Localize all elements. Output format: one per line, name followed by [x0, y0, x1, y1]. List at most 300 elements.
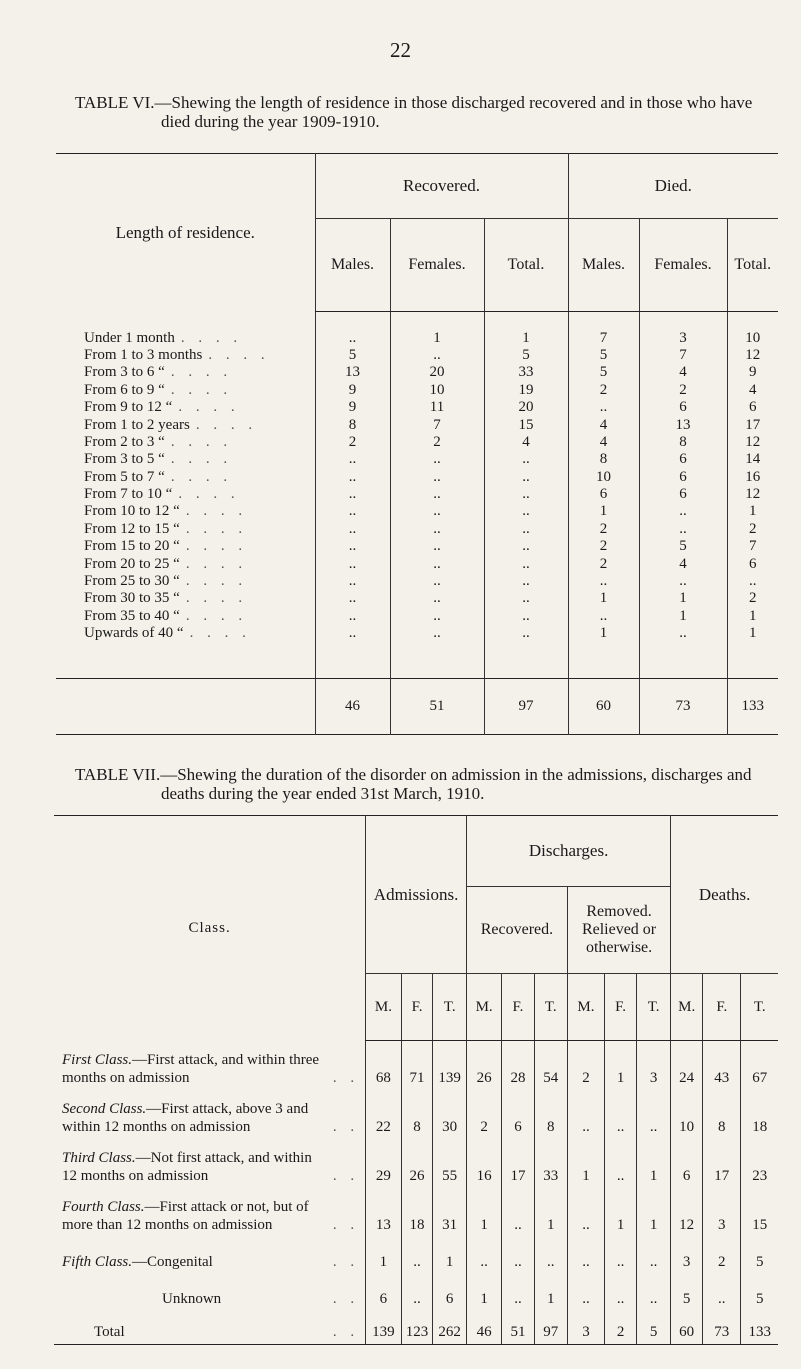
residence-value: .. [484, 451, 568, 468]
residence-value: 2 [315, 434, 390, 451]
residence-label-cell [56, 625, 315, 642]
class-desc-line2: more than 12 months on admission [62, 1216, 273, 1233]
class-value: 6 [366, 1274, 402, 1311]
class-row [54, 1090, 778, 1139]
class-label-cell [54, 1274, 366, 1311]
class-value: 30 [433, 1090, 467, 1139]
residence-value: .. [315, 451, 390, 468]
class-value: 18 [401, 1188, 433, 1237]
residence-value: 6 [639, 486, 727, 503]
class-value: 10 [671, 1090, 703, 1139]
leader-dots: . . . . [170, 364, 233, 381]
residence-value: .. [484, 573, 568, 590]
class-title: Fifth Class. [62, 1253, 133, 1270]
class-value: .. [466, 1237, 501, 1274]
class-value: 97 [534, 1311, 567, 1345]
total-value: 73 [639, 679, 727, 735]
class-value: 1 [605, 1041, 637, 1090]
class-desc: —First attack, and within three [132, 1051, 320, 1068]
residence-value: 3 [639, 329, 727, 346]
class-value: .. [534, 1237, 567, 1274]
residence-value: .. [315, 329, 390, 346]
header-recovered: Recovered. [315, 154, 568, 219]
residence-label: From 35 to 40 “ [84, 607, 180, 624]
residence-value: 4 [568, 434, 639, 451]
class-value: 1 [567, 1139, 604, 1188]
residence-value: 4 [484, 434, 568, 451]
residence-value: .. [484, 555, 568, 572]
class-value: 12 [671, 1188, 703, 1237]
residence-label-cell [56, 347, 315, 364]
class-value: 1 [466, 1274, 501, 1311]
class-value: 1 [637, 1188, 671, 1237]
residence-value: 5 [315, 347, 390, 364]
class-value: .. [502, 1274, 534, 1311]
class-label-cell [54, 1237, 366, 1274]
leader-dots: . . [332, 1069, 360, 1086]
total-value: 97 [484, 679, 568, 735]
class-value: .. [637, 1090, 671, 1139]
class-value: 46 [466, 1311, 501, 1345]
residence-label-cell [56, 538, 315, 555]
residence-value: .. [390, 555, 484, 572]
residence-row [56, 608, 778, 625]
header-admissions: Admissions. [366, 816, 467, 974]
residence-label: From 25 to 30 “ [84, 573, 180, 590]
residence-value: .. [568, 399, 639, 416]
residence-label-cell [56, 486, 315, 503]
residence-value: 10 [568, 469, 639, 486]
residence-value: 6 [727, 555, 778, 572]
class-value: .. [605, 1274, 637, 1311]
leader-dots: . . [332, 1167, 360, 1184]
residence-value: .. [568, 608, 639, 625]
residence-value: 6 [639, 469, 727, 486]
residence-label: From 5 to 7 “ [84, 468, 165, 485]
class-value: 26 [401, 1139, 433, 1188]
class-value: .. [605, 1090, 637, 1139]
residence-value: .. [484, 469, 568, 486]
residence-label: From 12 to 15 “ [84, 520, 180, 537]
class-value: .. [605, 1237, 637, 1274]
residence-label-cell [56, 590, 315, 607]
residence-value: 2 [568, 538, 639, 555]
class-value: 3 [671, 1237, 703, 1274]
residence-value: 1 [568, 590, 639, 607]
residence-label: From 3 to 5 “ [84, 451, 165, 468]
residence-value: 7 [727, 538, 778, 555]
leader-dots: . . . . [185, 520, 248, 537]
residence-value: .. [390, 451, 484, 468]
total-label-cell [54, 1311, 366, 1345]
class-value: .. [567, 1274, 604, 1311]
class-desc: —Not first attack, and within [135, 1149, 312, 1166]
unknown-label: Unknown [162, 1290, 222, 1307]
class-value: .. [637, 1237, 671, 1274]
class-value: 33 [534, 1139, 567, 1188]
residence-value: 13 [639, 416, 727, 433]
class-row [54, 1139, 778, 1188]
header-rec-females: Females. [390, 219, 484, 312]
residence-value: 1 [390, 329, 484, 346]
class-value: 123 [401, 1311, 433, 1345]
class-value: 8 [534, 1090, 567, 1139]
header-mft: M. [366, 974, 402, 1041]
residence-value: 5 [568, 347, 639, 364]
class-value: 22 [366, 1090, 402, 1139]
class-value: .. [401, 1237, 433, 1274]
class-value: 1 [534, 1188, 567, 1237]
residence-value: 4 [639, 364, 727, 381]
residence-label: From 1 to 3 months [84, 346, 203, 363]
class-desc: —First attack, above 3 and [146, 1100, 309, 1117]
header-mft: T. [741, 974, 778, 1041]
residence-value: 33 [484, 364, 568, 381]
header-died: Died. [568, 154, 778, 219]
residence-value: 20 [390, 364, 484, 381]
residence-value: .. [390, 608, 484, 625]
residence-value: 5 [639, 538, 727, 555]
residence-label: From 20 to 25 “ [84, 555, 180, 572]
leader-dots: . . . . [170, 433, 233, 450]
residence-value: .. [315, 538, 390, 555]
residence-value: 7 [639, 347, 727, 364]
totals-row [56, 679, 778, 735]
residence-value: 4 [568, 416, 639, 433]
class-value: 71 [401, 1041, 433, 1090]
leader-dots: . . . . [185, 555, 248, 572]
header-rec-total: Total. [484, 219, 568, 312]
class-label-cell [54, 1090, 366, 1139]
class-title: Third Class. [62, 1149, 136, 1166]
class-value: 2 [703, 1237, 741, 1274]
residence-label: From 15 to 20 “ [84, 538, 180, 555]
residence-label-cell [56, 382, 315, 399]
residence-value: .. [484, 608, 568, 625]
leader-dots: . . . . [170, 451, 233, 468]
header-length-of-residence: Length of residence. [115, 222, 255, 242]
total-value: 51 [390, 679, 484, 735]
residence-value: .. [639, 503, 727, 520]
leader-dots: . . . . [195, 416, 258, 433]
class-value: 3 [567, 1311, 604, 1345]
class-value: 5 [741, 1237, 778, 1274]
class-value: 2 [605, 1311, 637, 1345]
residence-row [56, 625, 778, 642]
residence-value: 12 [727, 347, 778, 364]
residence-label-cell [56, 416, 315, 433]
residence-value: 9 [727, 364, 778, 381]
class-value: .. [567, 1237, 604, 1274]
residence-value: 9 [315, 382, 390, 399]
residence-value: 10 [727, 329, 778, 346]
leader-dots: . . . . [170, 468, 233, 485]
class-value: 6 [433, 1274, 467, 1311]
residence-value: .. [315, 573, 390, 590]
residence-value: .. [315, 469, 390, 486]
class-value: 5 [741, 1274, 778, 1311]
leader-dots: . . [332, 1118, 360, 1135]
header-mft: F. [703, 974, 741, 1041]
class-value: 139 [433, 1041, 467, 1090]
residence-label-cell [56, 573, 315, 590]
residence-value: 6 [639, 399, 727, 416]
residence-value: 1 [727, 503, 778, 520]
table6-caption [75, 93, 780, 131]
leader-dots: . . . . [185, 503, 248, 520]
residence-value: 19 [484, 382, 568, 399]
residence-value: .. [390, 347, 484, 364]
residence-value: 8 [315, 416, 390, 433]
residence-value: .. [315, 503, 390, 520]
residence-value: .. [390, 625, 484, 642]
residence-value: 7 [390, 416, 484, 433]
residence-label-cell [56, 555, 315, 572]
residence-value: 6 [568, 486, 639, 503]
residence-value: 2 [568, 521, 639, 538]
residence-value: 4 [727, 382, 778, 399]
residence-value: 1 [484, 329, 568, 346]
leader-dots: . . . . [178, 399, 240, 416]
residence-label-cell [56, 503, 315, 520]
residence-row [56, 469, 778, 486]
residence-value: .. [639, 573, 727, 590]
spacer-row [56, 312, 778, 330]
class-desc-line2: 12 months on admission [62, 1167, 209, 1184]
residence-row [56, 503, 778, 520]
residence-label-cell [56, 399, 315, 416]
residence-value: 1 [639, 608, 727, 625]
leader-dots: . . [332, 1216, 360, 1233]
leader-dots: . . [332, 1323, 360, 1340]
residence-label: From 6 to 9 “ [84, 381, 165, 398]
residence-value: 2 [568, 555, 639, 572]
class-value: 16 [466, 1139, 501, 1188]
total-row [54, 1311, 778, 1345]
residence-row [56, 521, 778, 538]
residence-value: .. [315, 625, 390, 642]
class-value: 6 [502, 1090, 534, 1139]
class-value: 1 [637, 1139, 671, 1188]
page-number: 22 [390, 38, 411, 62]
residence-row [56, 486, 778, 503]
residence-value: 16 [727, 469, 778, 486]
class-title: Second Class. [62, 1100, 147, 1117]
residence-value: 6 [639, 451, 727, 468]
residence-value: 12 [727, 434, 778, 451]
class-title: Fourth Class. [62, 1198, 145, 1215]
residence-value: 5 [484, 347, 568, 364]
class-row-fifth [54, 1237, 778, 1274]
table7-caption [75, 765, 780, 803]
residence-label-cell [56, 521, 315, 538]
class-value: .. [502, 1237, 534, 1274]
residence-value: 4 [639, 555, 727, 572]
leader-dots: . . . . [185, 538, 248, 555]
residence-label-cell [56, 451, 315, 468]
residence-row [56, 416, 778, 433]
table7-caption-line1: TABLE VII.—Shewing the duration of the disorder on admission in the admissions, discharges and [75, 765, 752, 784]
header-mft: T. [433, 974, 467, 1041]
class-value: 17 [703, 1139, 741, 1188]
residence-value: 14 [727, 451, 778, 468]
residence-value: .. [484, 625, 568, 642]
header-died-females: Females. [639, 219, 727, 312]
class-value: 133 [741, 1311, 778, 1345]
residence-value: 8 [568, 451, 639, 468]
header-rec-males: Males. [315, 219, 390, 312]
leader-dots: . . . . [208, 346, 270, 363]
residence-value: .. [390, 538, 484, 555]
header-died-total: Total. [727, 219, 778, 312]
residence-value: 12 [727, 486, 778, 503]
class-label-cell [54, 1139, 366, 1188]
residence-value: .. [639, 521, 727, 538]
header-recovered: Recovered. [466, 887, 567, 974]
header-removed-line3: otherwise. [585, 939, 653, 956]
residence-value: .. [315, 521, 390, 538]
residence-value: .. [639, 625, 727, 642]
spacer-row [56, 642, 778, 679]
class-value: 3 [703, 1188, 741, 1237]
class-value: .. [637, 1274, 671, 1311]
header-mft: F. [502, 974, 534, 1041]
class-value: 17 [502, 1139, 534, 1188]
residence-value: .. [315, 608, 390, 625]
header-class: Class. [188, 919, 231, 936]
class-value: 1 [534, 1274, 567, 1311]
total-value: 46 [315, 679, 390, 735]
residence-value: 2 [568, 382, 639, 399]
class-value: 24 [671, 1041, 703, 1090]
residence-row [56, 364, 778, 381]
header-removed-line1: Removed. [586, 903, 652, 920]
residence-label-cell [56, 329, 315, 346]
class-value: 60 [671, 1311, 703, 1345]
residence-value: 10 [390, 382, 484, 399]
residence-value: 9 [315, 399, 390, 416]
residence-row [56, 573, 778, 590]
residence-value: 11 [390, 399, 484, 416]
class-value: .. [567, 1090, 604, 1139]
class-row-unknown [54, 1274, 778, 1311]
header-mft: M. [466, 974, 501, 1041]
leader-dots: . . . . [170, 381, 233, 398]
class-label-cell [54, 1041, 366, 1090]
residence-value: .. [390, 521, 484, 538]
class-value: 18 [741, 1090, 778, 1139]
leader-dots: . . [332, 1253, 360, 1270]
class-value: .. [605, 1139, 637, 1188]
leader-dots: . . . . [178, 486, 240, 503]
residence-value: 7 [568, 329, 639, 346]
residence-value: .. [484, 538, 568, 555]
table6-caption-line1: TABLE VI.—Shewing the length of residence in those discharged recovered and in those who have [75, 93, 753, 112]
class-value: 13 [366, 1188, 402, 1237]
total-label: Total [94, 1323, 125, 1340]
class-title: First Class. [62, 1051, 133, 1068]
header-discharges: Discharges. [466, 816, 670, 887]
class-value: 29 [366, 1139, 402, 1188]
residence-value: .. [390, 573, 484, 590]
residence-row [56, 347, 778, 364]
header-died-males: Males. [568, 219, 639, 312]
header-mft: M. [671, 974, 703, 1041]
residence-label-cell [56, 364, 315, 381]
class-value: 1 [366, 1237, 402, 1274]
duration-table [54, 815, 778, 1345]
class-row [54, 1041, 778, 1090]
residence-row [56, 329, 778, 346]
class-value: 54 [534, 1041, 567, 1090]
residence-value: 20 [484, 399, 568, 416]
class-desc: —Congenital [132, 1253, 213, 1270]
residence-label-cell [56, 608, 315, 625]
class-row [54, 1188, 778, 1237]
class-value: 2 [466, 1090, 501, 1139]
residence-value: 15 [484, 416, 568, 433]
class-value: 26 [466, 1041, 501, 1090]
class-value: 23 [741, 1139, 778, 1188]
residence-row [56, 451, 778, 468]
class-value: 3 [637, 1041, 671, 1090]
class-value: .. [401, 1274, 433, 1311]
residence-row [56, 434, 778, 451]
residence-value: 2 [639, 382, 727, 399]
class-value: 262 [433, 1311, 467, 1345]
residence-value: 6 [727, 399, 778, 416]
residence-value: .. [484, 503, 568, 520]
residence-row [56, 590, 778, 607]
residence-row [56, 399, 778, 416]
header-removed [567, 887, 670, 974]
class-value: .. [502, 1188, 534, 1237]
residence-value: .. [484, 521, 568, 538]
residence-value: .. [390, 486, 484, 503]
residence-value: 2 [727, 521, 778, 538]
residence-label: From 10 to 12 “ [84, 503, 180, 520]
residence-value: 2 [727, 590, 778, 607]
class-value: 73 [703, 1311, 741, 1345]
header-mft: M. [567, 974, 604, 1041]
residence-value: 1 [727, 625, 778, 642]
class-desc-line2: within 12 months on admission [62, 1118, 251, 1135]
class-value: .. [567, 1188, 604, 1237]
class-value: 31 [433, 1188, 467, 1237]
residence-value: .. [315, 590, 390, 607]
residence-value: 1 [639, 590, 727, 607]
class-value: 2 [567, 1041, 604, 1090]
class-value: 43 [703, 1041, 741, 1090]
residence-value: .. [315, 555, 390, 572]
residence-label: From 2 to 3 “ [84, 433, 165, 450]
residence-table [56, 153, 778, 735]
residence-value: 1 [727, 608, 778, 625]
residence-value: .. [568, 573, 639, 590]
class-value: 139 [366, 1311, 402, 1345]
leader-dots: . . [332, 1290, 360, 1307]
class-desc: —First attack or not, but of [144, 1198, 309, 1215]
residence-value: 13 [315, 364, 390, 381]
residence-value: 8 [639, 434, 727, 451]
header-mft: F. [605, 974, 637, 1041]
header-deaths: Deaths. [671, 816, 778, 974]
class-value: 28 [502, 1041, 534, 1090]
residence-value: .. [727, 573, 778, 590]
table6-caption-line2: died during the year 1909-1910. [161, 112, 380, 131]
class-value: 5 [637, 1311, 671, 1345]
class-value: 55 [433, 1139, 467, 1188]
